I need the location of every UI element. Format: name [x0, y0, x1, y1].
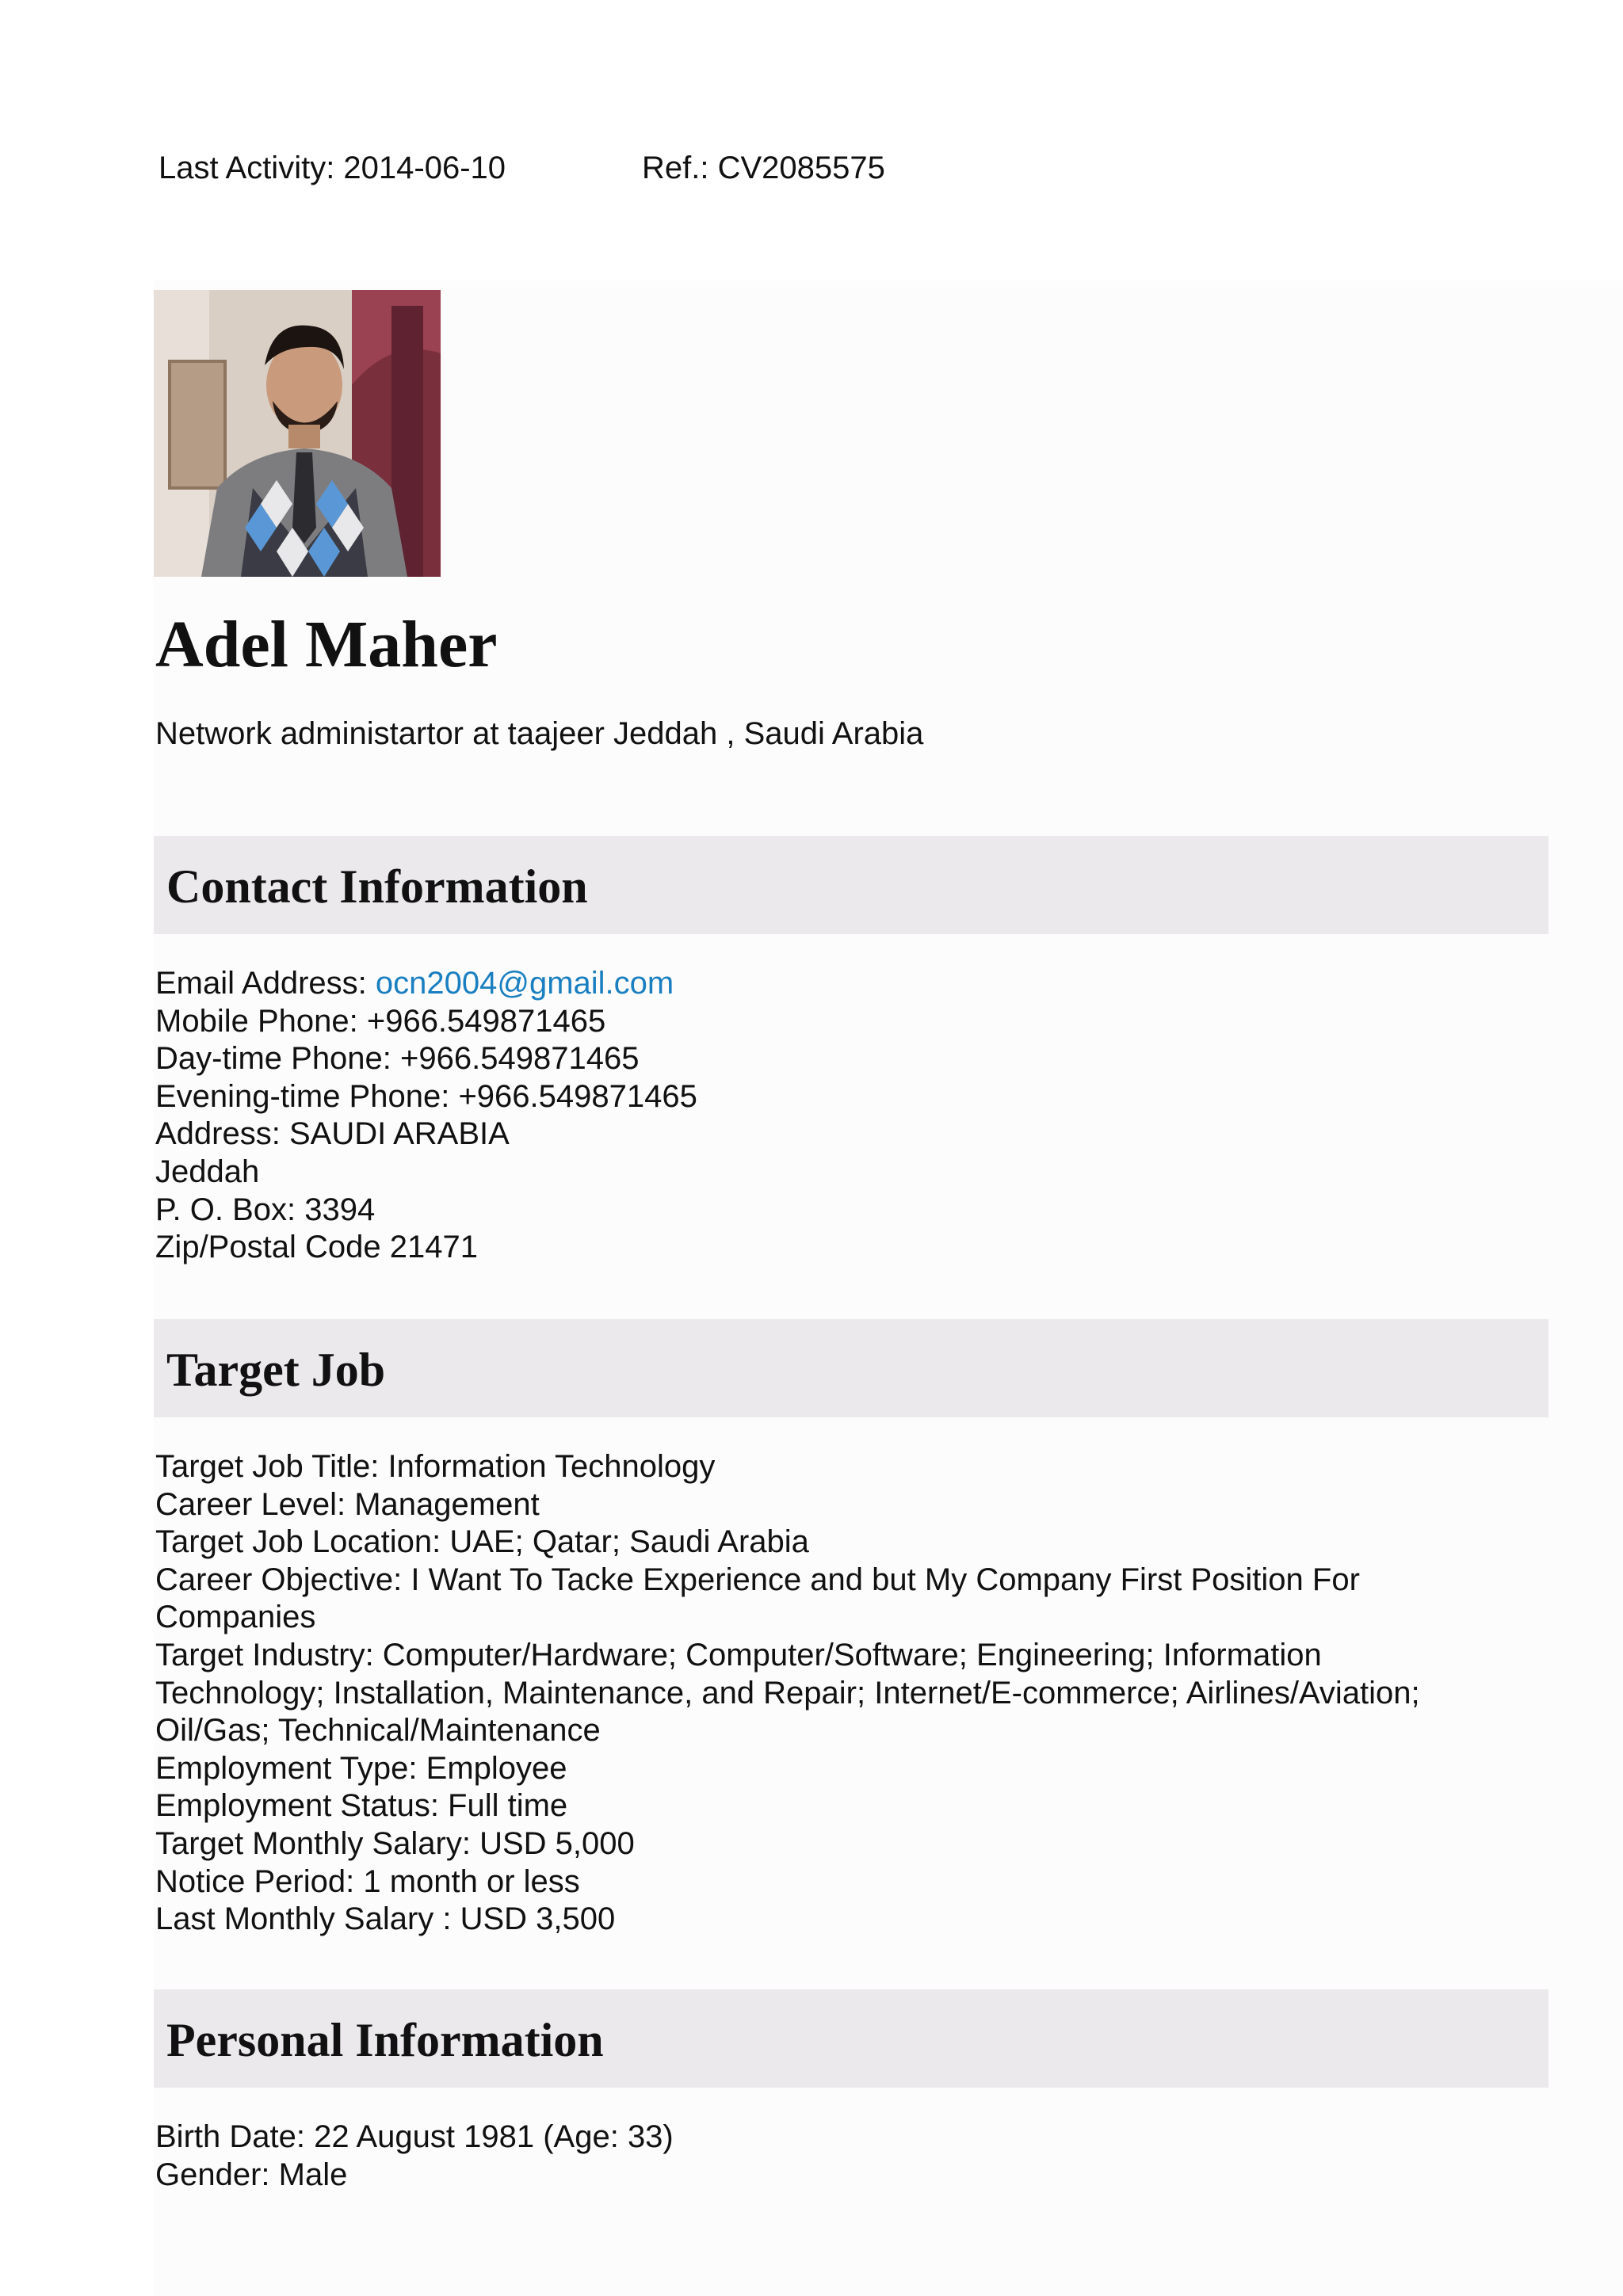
contact-details: [155, 965, 1550, 1267]
zip-code: Zip/Postal Code 21471: [155, 1230, 478, 1265]
header-meta: [158, 149, 885, 187]
target-job-section-title: Target Job: [166, 1344, 386, 1396]
contact-section-title: Contact Information: [166, 860, 588, 913]
candidate-name: Adel Maher: [155, 608, 498, 681]
career-objective-line-2: Companies: [155, 1600, 316, 1635]
personal-section-header: [154, 1989, 1549, 2088]
career-objective-line-1: Career Objective: I Want To Tacke Experience and but My Company First Position For: [155, 1562, 1360, 1597]
employment-status: Employment Status: Full time: [155, 1788, 568, 1824]
personal-details: [155, 2119, 1550, 2194]
target-industry-line-3: Oil/Gas; Technical/Maintenance: [155, 1713, 601, 1749]
address: Address: SAUDI ARABIA: [155, 1116, 510, 1152]
profile-photo-image: [154, 290, 441, 577]
evening-phone: Evening-time Phone: +966.549871465: [155, 1078, 697, 1114]
contact-section-header: [154, 836, 1549, 934]
last-activity: Last Activity: 2014-06-10: [158, 151, 506, 185]
email-label: Email Address:: [155, 966, 376, 1001]
target-job-location: Target Job Location: UAE; Qatar; Saudi Arabia: [155, 1524, 809, 1560]
birth-date: Birth Date: 22 August 1981 (Age: 33): [155, 2119, 674, 2154]
notice-period: Notice Period: 1 month or less: [155, 1863, 580, 1899]
last-monthly-salary: Last Monthly Salary : USD 3,500: [155, 1901, 616, 1937]
target-industry-line-1: Target Industry: Computer/Hardware; Computer/Software; Engineering; Information: [155, 1637, 1322, 1672]
employment-type: Employment Type: Employee: [155, 1750, 567, 1786]
target-industry-line-2: Technology; Installation, Maintenance, and Repair; Internet/E-commerce; Airlines/Aviation;: [155, 1675, 1420, 1711]
reference-number: Ref.: CV2085575: [642, 151, 885, 185]
email-line: [155, 965, 1550, 1003]
target-job-section-header: [154, 1319, 1549, 1417]
profile-photo: [154, 290, 441, 577]
target-job-title: Target Job Title: Information Technology: [155, 1449, 716, 1484]
personal-section-title: Personal Information: [166, 2014, 604, 2066]
career-level: Career Level: Management: [155, 1486, 540, 1522]
po-box: P. O. Box: 3394: [155, 1192, 376, 1227]
city: Jeddah: [155, 1154, 260, 1189]
daytime-phone: Day-time Phone: +966.549871465: [155, 1041, 640, 1077]
target-job-details: [155, 1448, 1550, 1939]
gender: Gender: Male: [155, 2157, 348, 2192]
candidate-headline: Network administartor at taajeer Jeddah , Saudi Arabia: [155, 716, 924, 751]
target-monthly-salary: Target Monthly Salary: USD 5,000: [155, 1825, 635, 1861]
email-link[interactable]: ocn2004@gmail.com: [375, 966, 674, 1001]
mobile-phone: Mobile Phone: +966.549871465: [155, 1003, 606, 1039]
